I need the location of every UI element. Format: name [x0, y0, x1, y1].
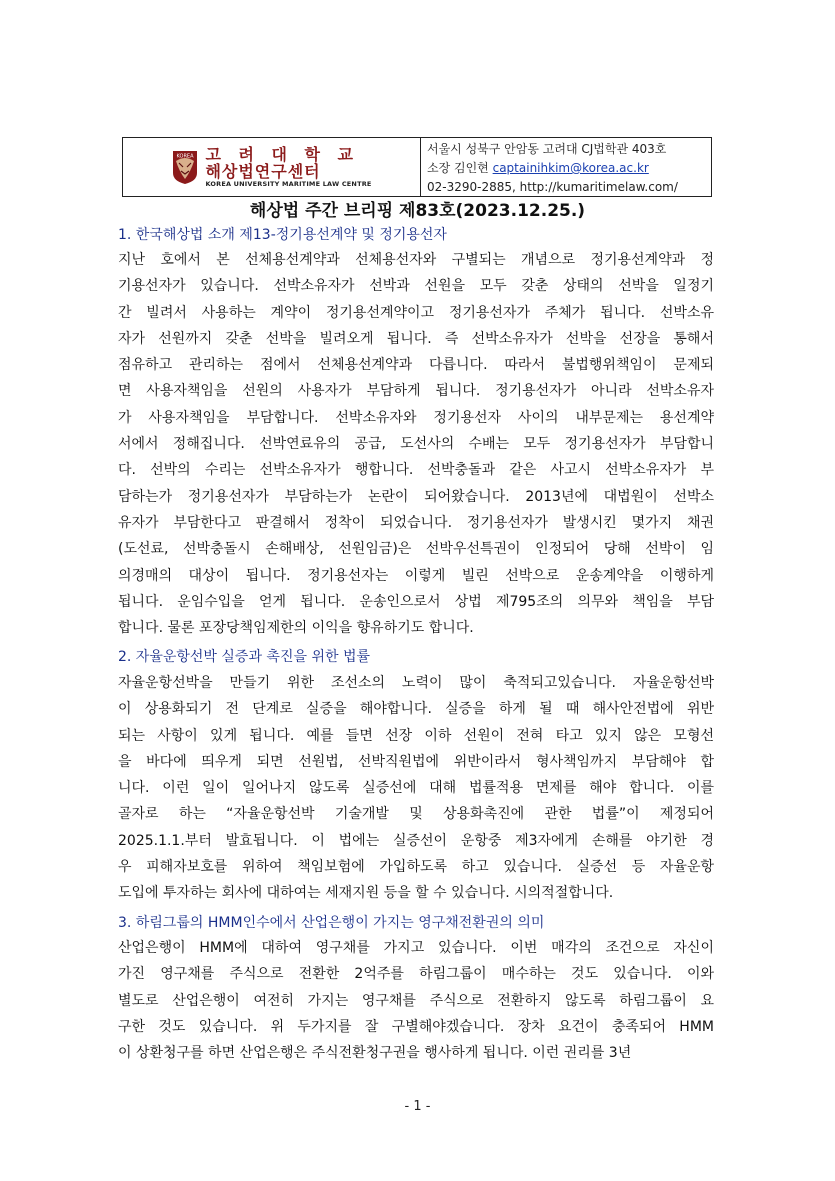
paragraph-line: 점유하고 관리하는 점에서 선체용선계약과 다릅니다. 따라서 불법행위책임이 문제되	[118, 357, 714, 374]
paragraph-line: 가진 영구채를 주식으로 전환한 2억주를 하림그룹이 매수하는 것도 있습니다. 이와	[118, 966, 714, 983]
paragraph-line: 유자가 부담한다고 판결해서 정착이 되었습니다. 정기용선자가 발생시킨 몇가지 채권	[118, 514, 714, 531]
section-2-heading: 2. 자율운항선박 실증과 촉진을 위한 법률	[118, 649, 370, 665]
paragraph-line: 을 바다에 띄우게 되면 선원법, 선박직원법에 위반이라서 형사책임까지 부담해야 합	[118, 753, 714, 770]
paragraph-line: 의경매의 대상이 됩니다. 정기용선자는 이렇게 빌린 선박으로 운송계약을 이행하게	[118, 567, 714, 584]
paragraph-line: 지난 호에서 본 선체용선계약과 선체용선자와 구별되는 개념으로 정기용선계약과 정	[118, 252, 714, 268]
email-link[interactable]: captainihkim@korea.ac.kr	[492, 161, 649, 175]
logo-korean-line2: 해상법연구센터	[205, 161, 321, 181]
paragraph-line: 골자로 하는 “자율운항선박 기술개발 및 상용화촉진에 관한 법률”이 제정되어	[118, 806, 714, 823]
center-logo	[171, 146, 371, 189]
section-2-body	[118, 670, 714, 907]
logo-cell	[123, 138, 421, 196]
paragraph-line: 니다. 이런 일이 일어나지 않도록 실증선에 대해 법률적용 면제를 해야 합니다. 이를	[118, 780, 714, 797]
paragraph-line: 자율운항선박을 만들기 위한 조선소의 노력이 많이 축적되고있습니다. 자율운항선박	[118, 675, 714, 691]
paragraph-line: 간 빌려서 사용하는 계약이 정기용선계약이고 정기용선자가 주체가 됩니다. 선박소유	[118, 304, 714, 321]
paragraph-line: 구한 것도 있습니다. 위 두가지를 잘 구별해야겠습니다. 장차 요건이 충족되어 HMM	[118, 1018, 714, 1035]
paragraph-line: 도입에 투자하는 회사에 대하여는 세재지원 등을 할 수 있습니다. 시의적절합니다.	[118, 885, 614, 902]
paragraph-line: 면 사용자책임을 선원의 사용자가 부담하게 됩니다. 정기용선자가 아니라 선박소유자	[118, 383, 714, 400]
paragraph-line: 서에서 정해집니다. 선박연료유의 공급, 도선사의 수배는 모두 정기용선자가 부담합니	[118, 436, 714, 453]
briefing-title: 해상법 주간 브리핑 제83호(2023.12.25.)	[249, 201, 586, 221]
paragraph-line: 2025.1.1.부터 발효됩니다. 이 법에는 실증선이 운항중 제3자에게 손해를 야기한 경	[118, 832, 714, 849]
paragraph-line: 이 상용화되기 전 단계로 실증을 해야합니다. 실증을 하게 될 때 해사안전법에 위반	[118, 701, 714, 718]
seal-text: KOREA	[176, 153, 194, 160]
paragraph-line: 별도로 산업은행이 여전히 가지는 영구채를 주식으로 전환하지 않도록 하림그룹이 요	[118, 992, 714, 1009]
paragraph-line: 가 사용자책임을 부담합니다. 선박소유자와 정기용선자 사이의 내부문제는 용선계약	[118, 409, 714, 426]
paragraph-line: 우 피해자보호를 위하여 책임보험에 가입하도록 하고 있습니다. 실증선 등 자율운항	[118, 859, 714, 876]
page-number: - 1 -	[404, 1099, 431, 1114]
paragraph-line: 담하는가 정기용선자가 부담하는가 논란이 되어왔습니다. 2013년에 대법원이 선박소	[118, 488, 714, 505]
section-3-heading: 3. 하림그룹의 HMM인수에서 산업은행이 가지는 영구채전환권의 의미	[118, 915, 545, 931]
letterhead	[122, 137, 712, 197]
contact-info	[421, 138, 711, 196]
address-text: 서울시 성북구 안암동 고려대 CJ법학관 403호	[427, 142, 667, 156]
paragraph-line: 됩니다. 운임수입을 얻게 됩니다. 운송인으로서 상법 제795조의 의무와 책임을 부담	[118, 593, 714, 610]
paragraph-line: 이 상환청구를 하면 산업은행은 주식전환청구권을 행사하게 됩니다. 이런 권리를 3년	[118, 1045, 632, 1062]
tiger-emblem-icon	[171, 149, 199, 185]
paragraph-line: 기용선자가 있습니다. 선박소유자가 선박과 선원을 모두 갖춘 상태의 선박을 일정기	[118, 278, 714, 295]
section-1-heading: 1. 한국해상법 소개 제13-정기용선계약 및 정기용선자	[118, 227, 447, 243]
logo-english-name: KOREA UNIVERSITY MARITIME LAW CENTRE	[205, 179, 372, 188]
logo-korean-line1: 고 려 대 학 교	[205, 144, 359, 164]
director-line	[427, 159, 711, 178]
paragraph-line: 되는 사항이 있게 됩니다. 예를 들면 선장 이하 선원이 전혀 타고 있지 않은 모형선	[118, 727, 714, 744]
phone-web-text: 02-3290-2885, http://kumaritimelaw.com/	[427, 180, 678, 194]
paragraph-line: (도선료, 선박충돌시 손해배상, 선원임금)은 선박우선특권이 인정되어 당해 선박이 임	[118, 541, 714, 558]
director-label: 소장 김인현	[427, 161, 489, 175]
paragraph-line: 합니다. 물론 포장당책임제한의 이익을 향유하기도 합니다.	[118, 620, 474, 637]
section-3-body	[118, 935, 714, 1066]
paragraph-line: 산업은행이 HMM에 대하여 영구채를 가지고 있습니다. 이번 매각의 조건으로 자신이	[118, 940, 714, 956]
section-1-body	[118, 247, 714, 641]
paragraph-line: 자가 선원까지 갖춘 선박을 빌려오게 됩니다. 즉 선박소유자가 선박을 선장을 통해서	[118, 330, 714, 347]
paragraph-line: 다. 선박의 수리는 선박소유자가 행합니다. 선박충돌과 같은 사고시 선박소유자가 부	[118, 462, 714, 479]
